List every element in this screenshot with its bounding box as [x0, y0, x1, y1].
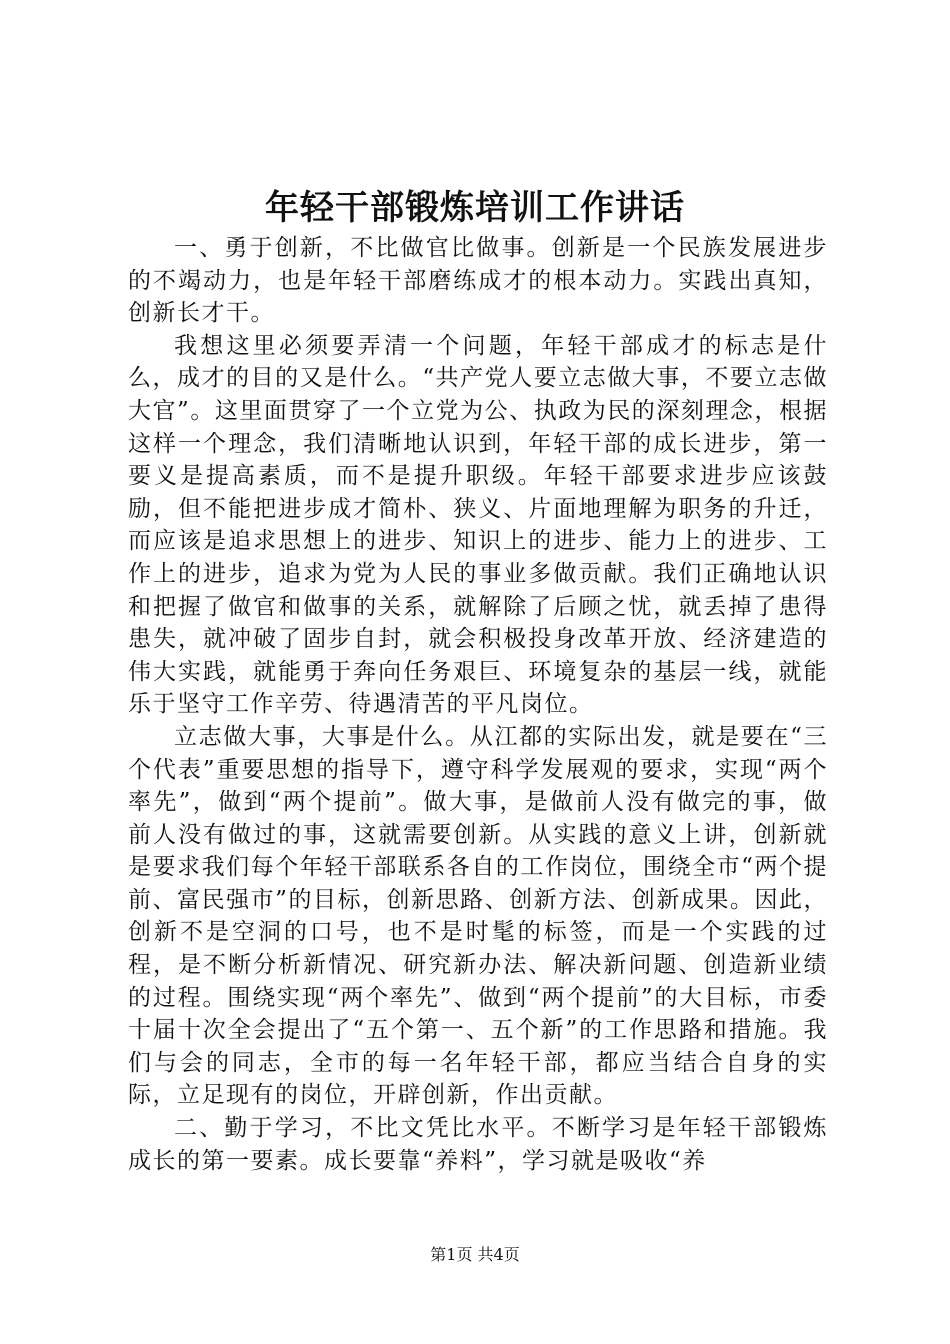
paragraph-4: 二、勤于学习，不比文凭比水平。不断学习是年轻干部锻炼成长的第一要素。成长要靠“养料”，学习就是吸收“养: [128, 1115, 828, 1174]
paragraph-1: 一、勇于创新，不比做官比做事。创新是一个民族发展进步的不竭动力，也是年轻干部磨练成才的根本动力。实践出真知，创新长才干。: [128, 235, 828, 327]
paragraph-3: 立志做大事，大事是什么。从江都的实际出发，就是要在“三个代表”重要思想的指导下，遵守科学发展观的要求，实现“两个率先”，做到“两个提前”。做大事，是做前人没有做完的事，做前人没有做过的事，这就需要创新。从实践的意义上讲，创新就是要求我们每个年轻干部联系各自的工作岗位，围绕全市“两个提前、富民强市”的目标，创新思路、创新方法、创新成果。因此，创新不是空洞的口号，也不是时髦的标签，而是一个实践的过程，是不断分析新情况、研究新办法、解决新问题、创造新业绩的过程。围绕实现“两个率先”、做到“两个提前”的大目标，市委十届十次全会提出了“五个第一、五个新”的工作思路和措施。我们与会的同志，全市的每一名年轻干部，都应当结合自身的实际，立足现有的岗位，开辟创新，作出贡献。: [128, 723, 828, 1109]
paragraph-2: 我想这里必须要弄清一个问题，年轻干部成才的标志是什么，成才的目的又是什么。“共产党人要立志做大事，不要立志做大官”。这里面贯穿了一个立党为公、执政为民的深刻理念，根据这样一个理念，我们清晰地认识到，年轻干部的成长进步，第一要义是提高素质，而不是提升职级。年轻干部要求进步应该鼓励，但不能把进步成才简朴、狭义、片面地理解为职务的升迁，而应该是追求思想上的进步、知识上的进步、能力上的进步、工作上的进步，追求为党为人民的事业多做贡献。我们正确地认识和把握了做官和做事的关系，就解除了后顾之忧，就丢掉了患得患失，就冲破了固步自封，就会积极投身改革开放、经济建造的伟大实践，就能勇于奔向任务艰巨、环境复杂的基层一线，就能乐于坚守工作辛劳、待遇清苦的平凡岗位。: [128, 332, 828, 718]
document-title: 年轻干部锻炼培训工作讲话: [265, 188, 685, 228]
document-body: [128, 232, 828, 1177]
page-footer: 第1页 共4页: [430, 1245, 520, 1264]
